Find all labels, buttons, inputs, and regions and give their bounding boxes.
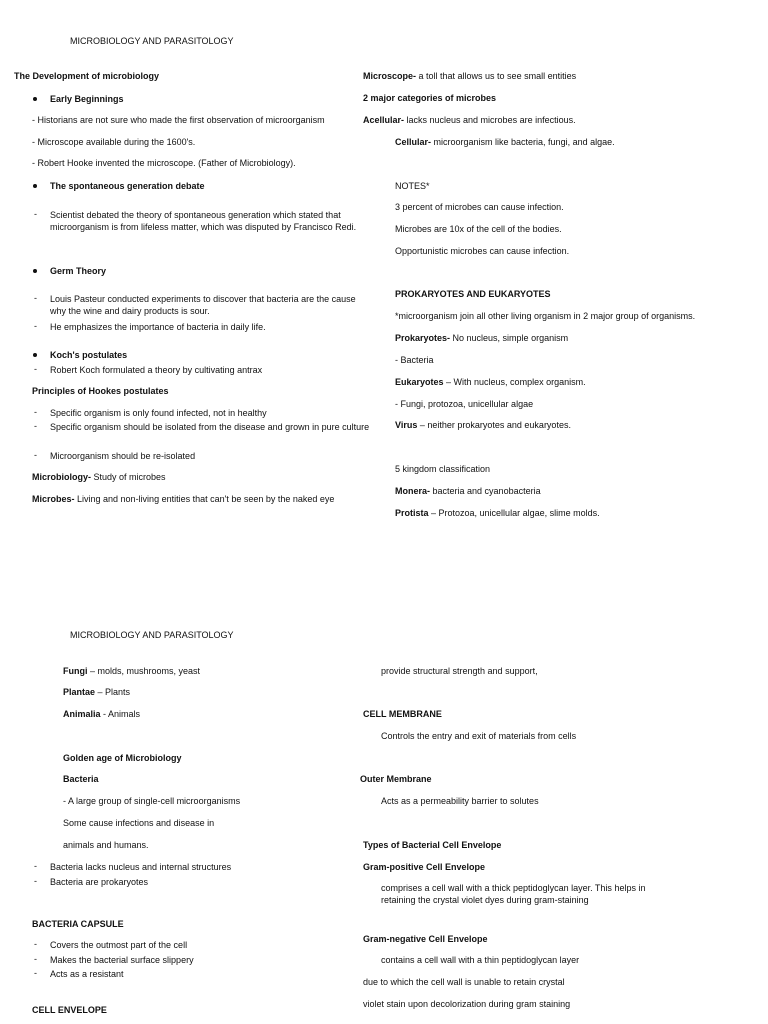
early-line: - Historians are not sure who made the first observation of microorganism: [32, 115, 325, 125]
definition: a toll that allows us to see small entities: [416, 71, 577, 81]
term: Monera-: [395, 486, 431, 496]
definition: – neither prokaryotes and eukaryotes.: [417, 420, 571, 430]
term: Eukaryotes: [395, 377, 444, 387]
term: Acellular-: [363, 115, 405, 125]
section-heading: The Development of microbiology: [14, 71, 160, 81]
capsule-title: BACTERIA CAPSULE: [32, 919, 124, 929]
dash-icon: -: [34, 293, 37, 303]
note-line: Microbes are 10x of the cell of the bodies.: [395, 224, 562, 234]
pro-eu-title: PROKARYOTES AND EUKARYOTES: [395, 289, 551, 299]
dash-icon: -: [34, 421, 37, 431]
early-line: - Robert Hooke invented the microscope. (Father of Microbiology).: [32, 158, 296, 168]
bacteria-item: Bacteria lacks nucleus and internal structures: [50, 862, 232, 872]
prokaryotes-example: - Bacteria: [395, 355, 434, 365]
notes-title: NOTES*: [395, 181, 430, 191]
cell-membrane-title: CELL MEMBRANE: [363, 709, 442, 719]
hooke-title: Principles of Hookes postulates: [32, 386, 169, 396]
definition: lacks nucleus and microbes are infectious.: [404, 115, 576, 125]
definition: – Plants: [95, 687, 131, 697]
bacteria-line: Some cause infections and disease in: [63, 818, 215, 828]
dash-icon: -: [34, 321, 37, 331]
dash-icon: -: [34, 861, 37, 871]
term: Protista: [395, 508, 429, 518]
early-line: - Microscope available during the 1600's.: [32, 137, 196, 147]
prokaryotes-definition: [395, 332, 568, 344]
term: Cellular-: [395, 137, 432, 147]
hooke-item: Microorganism should be re-isolated: [50, 451, 196, 461]
hooke-item: Specific organism should be isolated from the disease and grown in pure culture: [50, 422, 370, 432]
germ-theory-title: Germ Theory: [50, 266, 107, 276]
note-line: Opportunistic microbes can cause infection.: [395, 246, 570, 256]
term: Animalia: [63, 709, 101, 719]
early-beginnings-title: Early Beginnings: [50, 94, 124, 104]
bullet-icon: [33, 269, 37, 273]
dash-icon: -: [34, 968, 37, 978]
acellular-definition: [363, 114, 576, 126]
cell-membrane-text: Controls the entry and exit of materials from cells: [381, 731, 577, 741]
dash-icon: -: [34, 939, 37, 949]
bacteria-title: Bacteria: [63, 774, 99, 784]
dash-icon: -: [34, 364, 37, 374]
monera-definition: [395, 485, 541, 497]
dash-icon: -: [34, 209, 37, 219]
term: Prokaryotes-: [395, 333, 451, 343]
bacteria-line: animals and humans.: [63, 840, 149, 850]
gram-positive-text: comprises a cell wall with a thick peptidoglycan layer. This helps in retaining the crystal violet dyes during gram-staining: [381, 883, 646, 905]
capsule-item: Acts as a resistant: [50, 969, 124, 979]
cellular-definition: [395, 136, 615, 148]
dash-icon: -: [34, 954, 37, 964]
koch-title: Koch's postulates: [50, 350, 128, 360]
outer-membrane-title: Outer Membrane: [360, 774, 432, 784]
bacteria-item: Bacteria are prokaryotes: [50, 877, 149, 887]
bullet-icon: [33, 97, 37, 101]
definition: Study of microbes: [91, 472, 166, 482]
definition: bacteria and cyanobacteria: [430, 486, 541, 496]
fungi-definition: [63, 665, 200, 677]
hooke-item: Specific organism is only found infected, not in healthy: [50, 408, 267, 418]
term: Virus: [395, 420, 418, 430]
gram-negative-title: Gram-negative Cell Envelope: [363, 934, 488, 944]
protista-definition: [395, 507, 600, 519]
spontaneous-text: Scientist debated the theory of spontaneous generation which stated that microorganism is from lifeless matter, which was disputed by Francisco Redi.: [50, 210, 357, 232]
term: Plantae: [63, 687, 96, 697]
pro-eu-intro: *microorganism join all other living organism in 2 major group of organisms.: [395, 311, 696, 321]
gram-negative-line: due to which the cell wall is unable to retain crystal: [363, 977, 565, 987]
koch-item: Robert Koch formulated a theory by cultivating antrax: [50, 365, 263, 375]
plantae-definition: [63, 686, 130, 698]
page-header: MICROBIOLOGY AND PARASITOLOGY: [70, 36, 234, 46]
microscope-definition: [363, 70, 576, 82]
gram-negative-line: contains a cell wall with a thin peptidoglycan layer: [381, 955, 580, 965]
envelope-types-title: Types of Bacterial Cell Envelope: [363, 840, 502, 850]
term: Microbes-: [32, 494, 75, 504]
outer-membrane-text: Acts as a permeability barrier to solutes: [381, 796, 539, 806]
eukaryotes-example: - Fungi, protozoa, unicellular algae: [395, 399, 534, 409]
definition: – With nucleus, complex organism.: [443, 377, 586, 387]
categories-title: 2 major categories of microbes: [363, 93, 497, 103]
germ-item: Louis Pasteur conducted experiments to discover that bacteria are the cause why the wine and dairy products is sour.: [50, 294, 356, 316]
definition: No nucleus, simple organism: [450, 333, 569, 343]
definition: Living and non-living entities that can't be seen by the naked eye: [74, 494, 335, 504]
gram-positive-title: Gram-positive Cell Envelope: [363, 862, 486, 872]
definition: microorganism like bacteria, fungi, and algae.: [431, 137, 615, 147]
support-line: provide structural strength and support,: [381, 666, 538, 676]
capsule-item: Covers the outmost part of the cell: [50, 940, 188, 950]
definition: – Protozoa, unicellular algae, slime molds.: [428, 508, 600, 518]
dash-icon: -: [34, 876, 37, 886]
cell-envelope-title: CELL ENVELOPE: [32, 1005, 107, 1015]
germ-item: He emphasizes the importance of bacteria in daily life.: [50, 322, 266, 332]
bullet-icon: [33, 184, 37, 188]
bullet-icon: [33, 353, 37, 357]
gram-negative-line: violet stain upon decolorization during gram staining: [363, 999, 571, 1009]
animalia-definition: [63, 708, 140, 720]
microbiology-definition: [32, 471, 166, 483]
page-header: MICROBIOLOGY AND PARASITOLOGY: [70, 630, 234, 640]
definition: – molds, mushrooms, yeast: [87, 666, 201, 676]
capsule-item: Makes the bacterial surface slippery: [50, 955, 194, 965]
microbes-definition: [32, 493, 334, 505]
spontaneous-title: The spontaneous generation debate: [50, 181, 205, 191]
dash-icon: -: [34, 450, 37, 460]
bacteria-line: - A large group of single-cell microorganisms: [63, 796, 241, 806]
term: Microbiology-: [32, 472, 91, 482]
note-line: 3 percent of microbes can cause infection.: [395, 202, 564, 212]
eukaryotes-definition: [395, 376, 586, 388]
dash-icon: -: [34, 407, 37, 417]
term: Microscope-: [363, 71, 417, 81]
term: Fungi: [63, 666, 88, 676]
kingdom-title: 5 kingdom classification: [395, 464, 491, 474]
golden-age-title: Golden age of Microbiology: [63, 753, 182, 763]
virus-definition: [395, 419, 571, 431]
definition: - Animals: [100, 709, 141, 719]
